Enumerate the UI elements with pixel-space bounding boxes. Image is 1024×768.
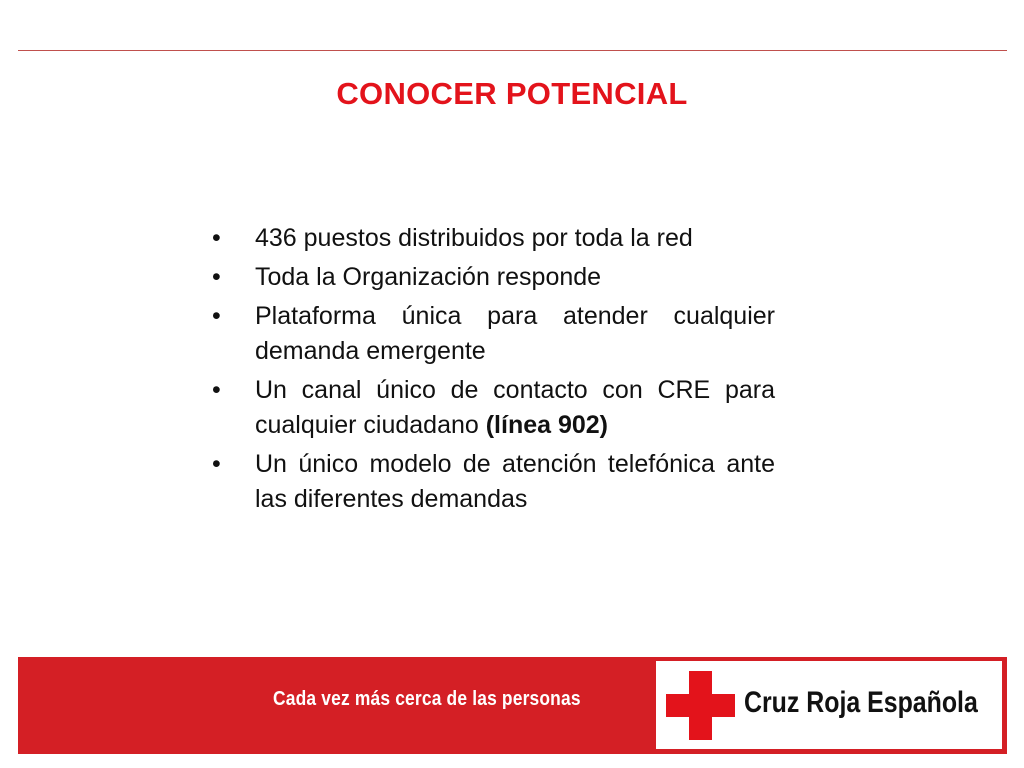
slide-title: CONOCER POTENCIAL	[336, 76, 688, 111]
bullet-item	[212, 299, 775, 369]
cruz-roja-logo	[656, 661, 1002, 749]
bullet-marker: •	[212, 376, 221, 404]
footer-slogan: Cada vez más cerca de las personas	[273, 688, 581, 710]
bullet-text: Plataforma única para atender cualquier demanda emergente	[255, 302, 775, 365]
bullet-marker: •	[212, 450, 221, 478]
red-cross-icon	[666, 671, 735, 740]
bullet-marker: •	[212, 224, 221, 252]
logo-wordmark: Cruz Roja Española	[744, 686, 978, 719]
bullet-text: Toda la Organización responde	[255, 263, 602, 291]
bullet-item	[212, 260, 775, 295]
bullet-list	[212, 221, 775, 521]
phone-line-highlight: (línea 902)	[485, 411, 609, 439]
bullet-text: Un canal único de contacto con CRE para cualquier ciudadano	[255, 376, 775, 439]
bullet-item	[212, 373, 775, 443]
bullet-text: Un único modelo de atención telefónica ante las diferentes demandas	[255, 450, 775, 513]
bullet-item	[212, 447, 775, 517]
bullet-marker: •	[212, 263, 221, 291]
top-divider-line	[18, 50, 1007, 51]
bullet-text: 436 puestos distribuidos por toda la red	[255, 224, 693, 252]
bullet-item	[212, 221, 775, 256]
bullet-marker: •	[212, 302, 221, 330]
